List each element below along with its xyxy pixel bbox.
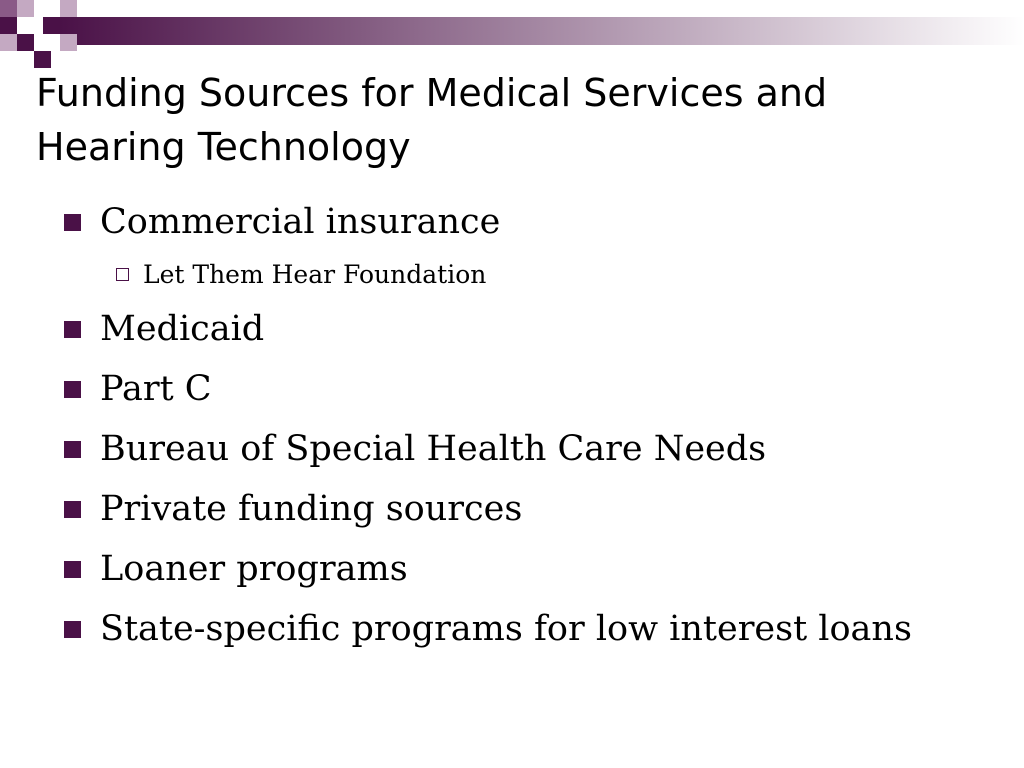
bullet-text: Bureau of Special Health Care Needs xyxy=(100,429,767,469)
bullet-text: State-specific programs for low interest loans xyxy=(100,609,912,649)
filled-square-bullet-icon xyxy=(64,501,81,518)
sub-bullet-item xyxy=(116,257,486,291)
filled-square-bullet-icon xyxy=(64,441,81,458)
bullet-item xyxy=(64,200,500,244)
bullet-text: Medicaid xyxy=(100,309,265,349)
bullet-item xyxy=(64,427,766,471)
slide-title-line-2: Hearing Technology xyxy=(36,125,411,169)
hollow-square-bullet-icon xyxy=(116,268,129,281)
bullet-item xyxy=(64,547,408,591)
filled-square-bullet-icon xyxy=(64,621,81,638)
bullet-item xyxy=(64,307,264,351)
bullet-item xyxy=(64,607,912,651)
bullet-item xyxy=(64,487,522,531)
sub-bullet-text: Let Them Hear Foundation xyxy=(143,259,487,289)
bullet-text: Loaner programs xyxy=(100,549,408,589)
bullet-item xyxy=(64,367,212,411)
bullet-text: Commercial insurance xyxy=(100,202,501,242)
filled-square-bullet-icon xyxy=(64,321,81,338)
filled-square-bullet-icon xyxy=(64,214,81,231)
filled-square-bullet-icon xyxy=(64,561,81,578)
bullet-text: Private funding sources xyxy=(100,489,523,529)
bullet-text: Part C xyxy=(100,369,212,409)
filled-square-bullet-icon xyxy=(64,381,81,398)
slide-title-line-1: Funding Sources for Medical Services and xyxy=(36,71,828,115)
